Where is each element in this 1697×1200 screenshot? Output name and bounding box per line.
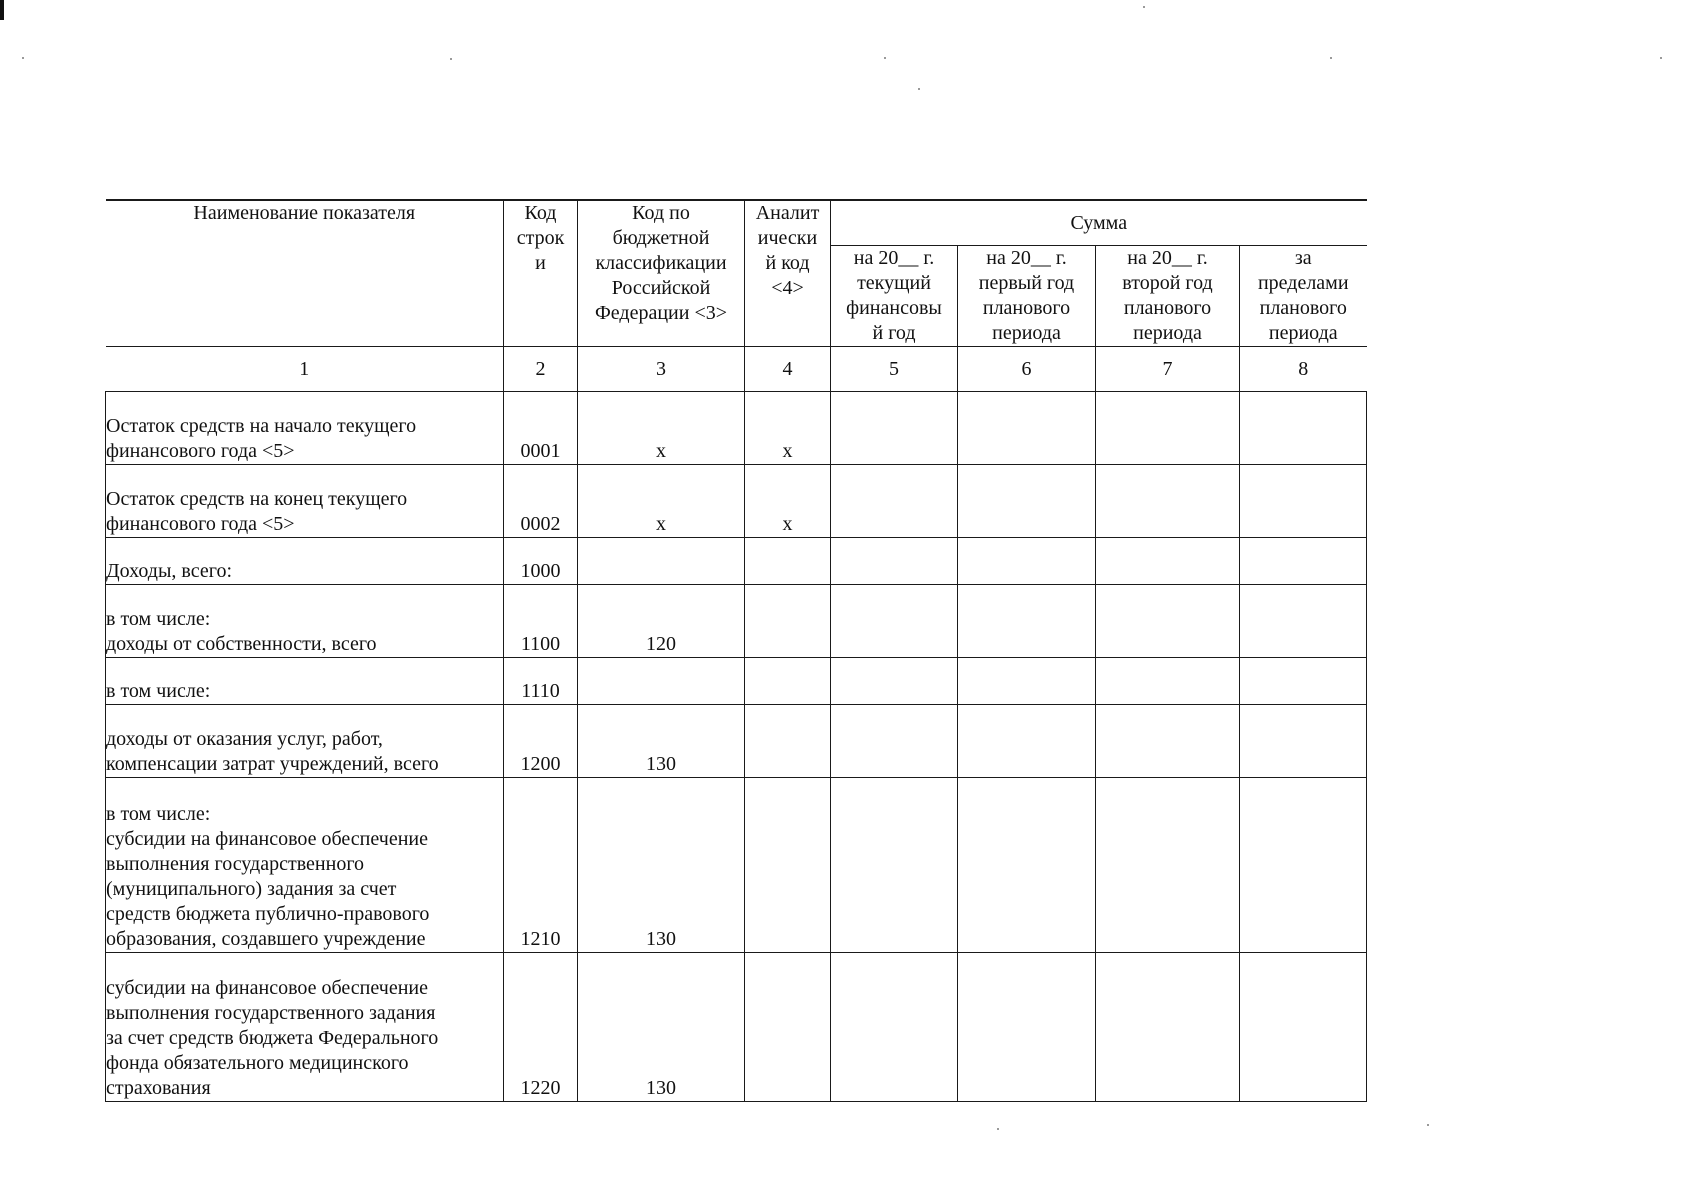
row-amount-second-plan-year[interactable] <box>1096 585 1240 658</box>
col-header-budget-code-label: Код по бюджетной классификации Российской Федерации <3> <box>594 202 727 324</box>
row-name: Остаток средств на начало текущего финансового года <5> <box>106 392 504 465</box>
row-analytic-code: х <box>745 392 831 465</box>
row-amount-current-year[interactable] <box>831 778 958 953</box>
scan-speck <box>1660 57 1662 59</box>
scan-speck <box>1427 1124 1429 1126</box>
row-line-code: 0001 <box>504 392 578 465</box>
col-header-analytic-code <box>745 200 831 347</box>
column-number: 2 <box>504 347 578 392</box>
row-amount-current-year[interactable] <box>831 585 958 658</box>
financial-plan-table <box>105 199 1367 1102</box>
column-number: 7 <box>1096 347 1240 392</box>
row-amount-beyond-plan[interactable] <box>1240 465 1367 538</box>
col-header-budget-code <box>578 200 745 347</box>
col-header-sum-first-plan-year-label: на 20__ г. первый год планового периода <box>978 247 1075 344</box>
row-analytic-code <box>745 658 831 705</box>
column-number-row <box>106 347 1367 392</box>
scan-speck <box>1143 6 1145 8</box>
row-amount-beyond-plan[interactable] <box>1240 538 1367 585</box>
col-header-sum-current-year <box>831 246 958 347</box>
col-header-sum-beyond-plan-label: за пределами планового периода <box>1257 247 1349 344</box>
row-analytic-code: х <box>745 465 831 538</box>
row-amount-second-plan-year[interactable] <box>1096 465 1240 538</box>
header-row-top <box>106 200 1367 246</box>
scan-speck <box>997 1128 999 1130</box>
column-number: 8 <box>1240 347 1367 392</box>
row-name: в том числе: доходы от собственности, всего <box>106 585 504 658</box>
row-amount-second-plan-year[interactable] <box>1096 953 1240 1102</box>
scan-speck <box>884 57 886 59</box>
row-budget-code: 130 <box>578 705 745 778</box>
row-amount-current-year[interactable] <box>831 705 958 778</box>
row-budget-code: х <box>578 465 745 538</box>
row-analytic-code <box>745 538 831 585</box>
col-header-line-code <box>504 200 578 347</box>
table-row <box>106 585 1367 658</box>
col-header-sum-label: Сумма <box>1070 211 1128 234</box>
col-header-line-code-label: Код строк и <box>516 202 565 274</box>
row-amount-second-plan-year[interactable] <box>1096 392 1240 465</box>
row-name: в том числе: субсидии на финансовое обеспечение выполнения государственного (муниципального) задания за счет средств бюджета публично-правового образования, создавшего учреждение <box>106 778 504 953</box>
row-amount-first-plan-year[interactable] <box>958 585 1096 658</box>
table-row <box>106 465 1367 538</box>
row-line-code: 1200 <box>504 705 578 778</box>
col-header-name-label: Наименование показателя <box>193 202 416 224</box>
col-header-sum-current-year-label: на 20__ г. текущий финансовы й год <box>846 247 942 344</box>
row-amount-second-plan-year[interactable] <box>1096 658 1240 705</box>
row-amount-current-year[interactable] <box>831 465 958 538</box>
row-analytic-code <box>745 585 831 658</box>
row-amount-beyond-plan[interactable] <box>1240 705 1367 778</box>
col-header-name <box>106 200 504 347</box>
table-row <box>106 392 1367 465</box>
row-line-code: 1000 <box>504 538 578 585</box>
row-amount-first-plan-year[interactable] <box>958 953 1096 1102</box>
row-name: Остаток средств на конец текущего финансового года <5> <box>106 465 504 538</box>
row-name: в том числе: <box>106 658 504 705</box>
table-row <box>106 658 1367 705</box>
column-number: 3 <box>578 347 745 392</box>
table-row <box>106 953 1367 1102</box>
row-amount-first-plan-year[interactable] <box>958 392 1096 465</box>
row-amount-current-year[interactable] <box>831 392 958 465</box>
row-line-code: 1220 <box>504 953 578 1102</box>
row-amount-second-plan-year[interactable] <box>1096 705 1240 778</box>
row-analytic-code <box>745 953 831 1102</box>
row-budget-code: 130 <box>578 778 745 953</box>
table-row <box>106 538 1367 585</box>
row-amount-beyond-plan[interactable] <box>1240 953 1367 1102</box>
col-header-sum-second-plan-year-label: на 20__ г. второй год планового периода <box>1122 247 1213 344</box>
row-amount-second-plan-year[interactable] <box>1096 778 1240 953</box>
table-row <box>106 705 1367 778</box>
col-header-sum-second-plan-year <box>1096 246 1240 347</box>
row-budget-code: х <box>578 392 745 465</box>
col-header-sum-beyond-plan <box>1240 246 1367 347</box>
row-amount-beyond-plan[interactable] <box>1240 392 1367 465</box>
row-amount-second-plan-year[interactable] <box>1096 538 1240 585</box>
row-amount-first-plan-year[interactable] <box>958 658 1096 705</box>
table-row <box>106 778 1367 953</box>
row-line-code: 1110 <box>504 658 578 705</box>
scan-edge-mark <box>0 0 4 20</box>
scan-speck <box>22 57 24 59</box>
row-amount-first-plan-year[interactable] <box>958 465 1096 538</box>
row-analytic-code <box>745 778 831 953</box>
row-name: доходы от оказания услуг, работ, компенсации затрат учреждений, всего <box>106 705 504 778</box>
row-analytic-code <box>745 705 831 778</box>
row-budget-code <box>578 538 745 585</box>
column-number: 6 <box>958 347 1096 392</box>
row-amount-beyond-plan[interactable] <box>1240 585 1367 658</box>
row-amount-beyond-plan[interactable] <box>1240 658 1367 705</box>
column-number: 5 <box>831 347 958 392</box>
row-line-code: 1100 <box>504 585 578 658</box>
row-amount-current-year[interactable] <box>831 953 958 1102</box>
column-number: 4 <box>745 347 831 392</box>
scan-speck <box>918 88 920 90</box>
scan-speck <box>1330 57 1332 59</box>
row-budget-code: 120 <box>578 585 745 658</box>
row-budget-code <box>578 658 745 705</box>
col-header-sum-first-plan-year <box>958 246 1096 347</box>
row-amount-beyond-plan[interactable] <box>1240 778 1367 953</box>
row-name: Доходы, всего: <box>106 538 504 585</box>
column-number: 1 <box>106 347 504 392</box>
row-line-code: 1210 <box>504 778 578 953</box>
row-amount-first-plan-year[interactable] <box>958 705 1096 778</box>
row-amount-first-plan-year[interactable] <box>958 778 1096 953</box>
row-budget-code: 130 <box>578 953 745 1102</box>
row-line-code: 0002 <box>504 465 578 538</box>
col-header-sum-group <box>831 200 1367 246</box>
row-amount-current-year[interactable] <box>831 538 958 585</box>
row-amount-first-plan-year[interactable] <box>958 538 1096 585</box>
row-amount-current-year[interactable] <box>831 658 958 705</box>
scan-speck <box>450 58 452 60</box>
row-name: субсидии на финансовое обеспечение выполнения государственного задания за счет средств бюджета Федерального фонда обязательного медицинского страхования <box>106 953 504 1102</box>
table-body <box>106 347 1367 1102</box>
col-header-analytic-code-label: Аналит ически й код <4> <box>755 202 820 299</box>
